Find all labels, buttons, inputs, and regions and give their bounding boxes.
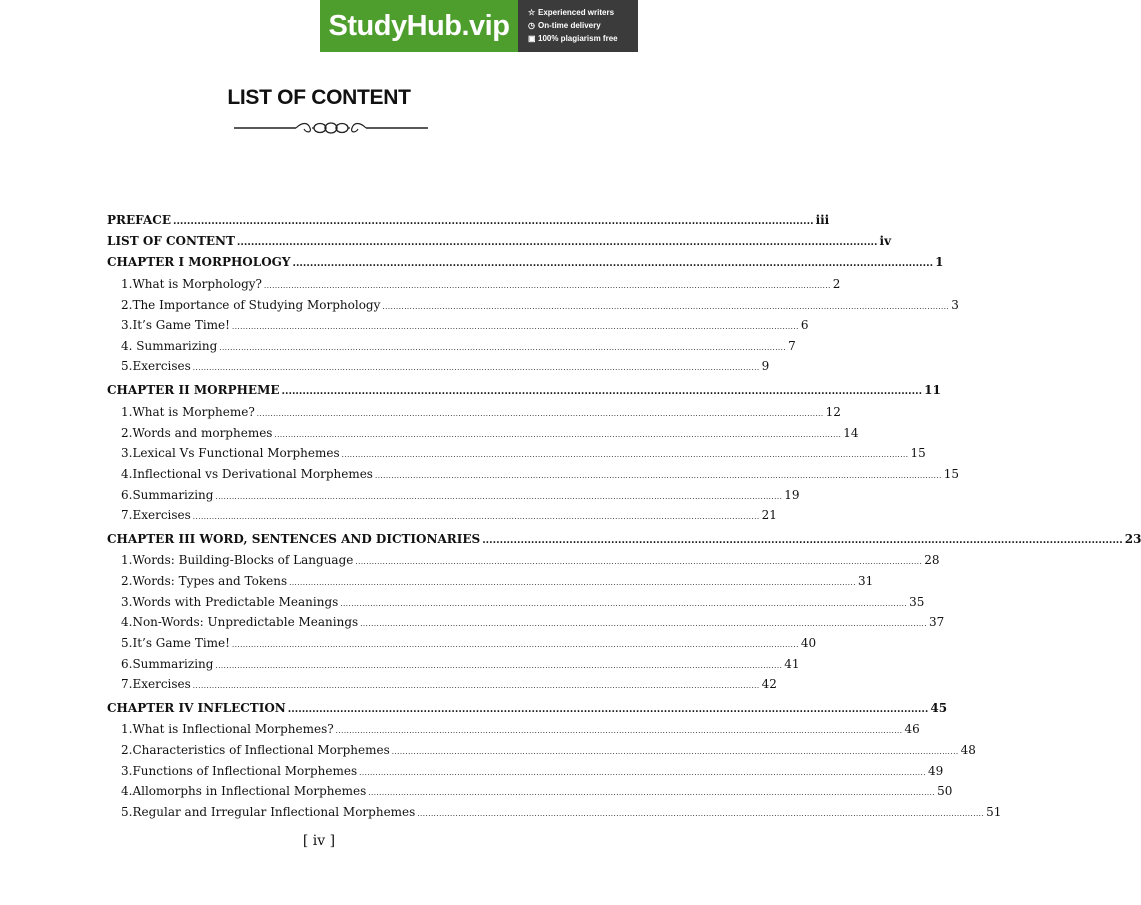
document-icon: ▣ (528, 34, 536, 43)
toc-item[interactable]: 3. Lexical Vs Functional Morphemes ................................................................................................................................................................................................................ 15 (121, 446, 926, 460)
toc-item[interactable]: 2. Words and morphemes ................................................................................................................................................................................................................ 14 (121, 426, 859, 440)
toc-chapter[interactable]: CHAPTER III WORD, SENTENCES AND DICTIONARIES ........................................................................................................................................................................................ 23 (107, 532, 1141, 546)
toc-item[interactable]: 4. Inflectional vs Derivational Morphemes ................................................................................................................................................................................................................ 15 (121, 467, 960, 481)
toc-item[interactable]: 1. What is Inflectional Morphemes? ................................................................................................................................................................................................................ 46 (121, 722, 920, 736)
toc-chapter[interactable]: CHAPTER II MORPHEME ........................................................................................................................................................................................ 11 (107, 383, 941, 397)
star-icon: ☆ (528, 8, 536, 17)
toc-item[interactable]: 1. What is Morphology? ................................................................................................................................................................................................................ 2 (121, 277, 841, 291)
toc-item[interactable]: 5. Regular and Irregular Inflectional Morphemes ................................................................................................................................................................................................................ 51 (121, 805, 1002, 819)
studyhub-banner[interactable] (320, 0, 638, 52)
studyhub-logo[interactable]: StudyHub.vip (320, 0, 518, 52)
feature-item: ▣ 100% plagiarism free (528, 34, 618, 43)
clock-icon: ◷ (528, 21, 535, 30)
toc-item[interactable]: 6. Summarizing ................................................................................................................................................................................................................ 41 (121, 657, 800, 671)
toc-item[interactable]: 4. Non-Words: Unpredictable Meanings ................................................................................................................................................................................................................ 37 (121, 615, 945, 629)
toc-item[interactable]: 4. Allomorphs in Inflectional Morphemes ................................................................................................................................................................................................................ 50 (121, 784, 953, 798)
page-number: [ iv ] (302, 833, 336, 849)
page-title: LIST OF CONTENT (227, 86, 411, 109)
toc-item[interactable]: 1. Words: Building-Blocks of Language ................................................................................................................................................................................................................ 28 (121, 553, 940, 567)
toc-item[interactable]: 2. Characteristics of Inflectional Morphemes ................................................................................................................................................................................................................ 48 (121, 743, 976, 757)
toc-chapter[interactable]: CHAPTER I MORPHOLOGY ........................................................................................................................................................................................ 1 (107, 255, 944, 269)
toc-item[interactable]: 5. Exercises ................................................................................................................................................................................................................ 9 (121, 359, 770, 373)
toc-entry-list-of-content[interactable]: LIST OF CONTENT ........................................................................................................................................................................................ iv (107, 234, 892, 248)
toc-item[interactable]: 1. What is Morpheme? ................................................................................................................................................................................................................ 12 (121, 405, 841, 419)
toc-entry-preface[interactable]: PREFACE ........................................................................................................................................................................................ iii (107, 213, 830, 227)
toc-item[interactable]: 7. Exercises ................................................................................................................................................................................................................ 21 (121, 508, 777, 522)
toc-chapter[interactable]: CHAPTER IV INFLECTION ........................................................................................................................................................................................ 45 (107, 701, 948, 715)
toc-item[interactable]: 3. It’s Game Time! ................................................................................................................................................................................................................ 6 (121, 318, 809, 332)
title-ornament-divider (234, 120, 428, 136)
toc-item[interactable]: 2. Words: Types and Tokens ................................................................................................................................................................................................................ 31 (121, 574, 874, 588)
toc-item[interactable]: 3. Functions of Inflectional Morphemes ................................................................................................................................................................................................................ 49 (121, 764, 944, 778)
feature-item: ◷ On-time delivery (528, 21, 601, 30)
toc-item[interactable]: 4. Summarizing ................................................................................................................................................................................................................ 7 (121, 339, 796, 353)
toc-item[interactable]: 3. Words with Predictable Meanings ................................................................................................................................................................................................................ 35 (121, 595, 925, 609)
feature-list (528, 6, 638, 45)
toc-item[interactable]: 7. Exercises ................................................................................................................................................................................................................ 42 (121, 677, 777, 691)
feature-item: ☆ Experienced writers (528, 8, 615, 17)
toc-item[interactable]: 6. Summarizing ................................................................................................................................................................................................................ 19 (121, 488, 800, 502)
toc-item[interactable]: 5. It’s Game Time! ................................................................................................................................................................................................................ 40 (121, 636, 817, 650)
toc-item[interactable]: 2. The Importance of Studying Morphology ................................................................................................................................................................................................................ 3 (121, 298, 959, 312)
